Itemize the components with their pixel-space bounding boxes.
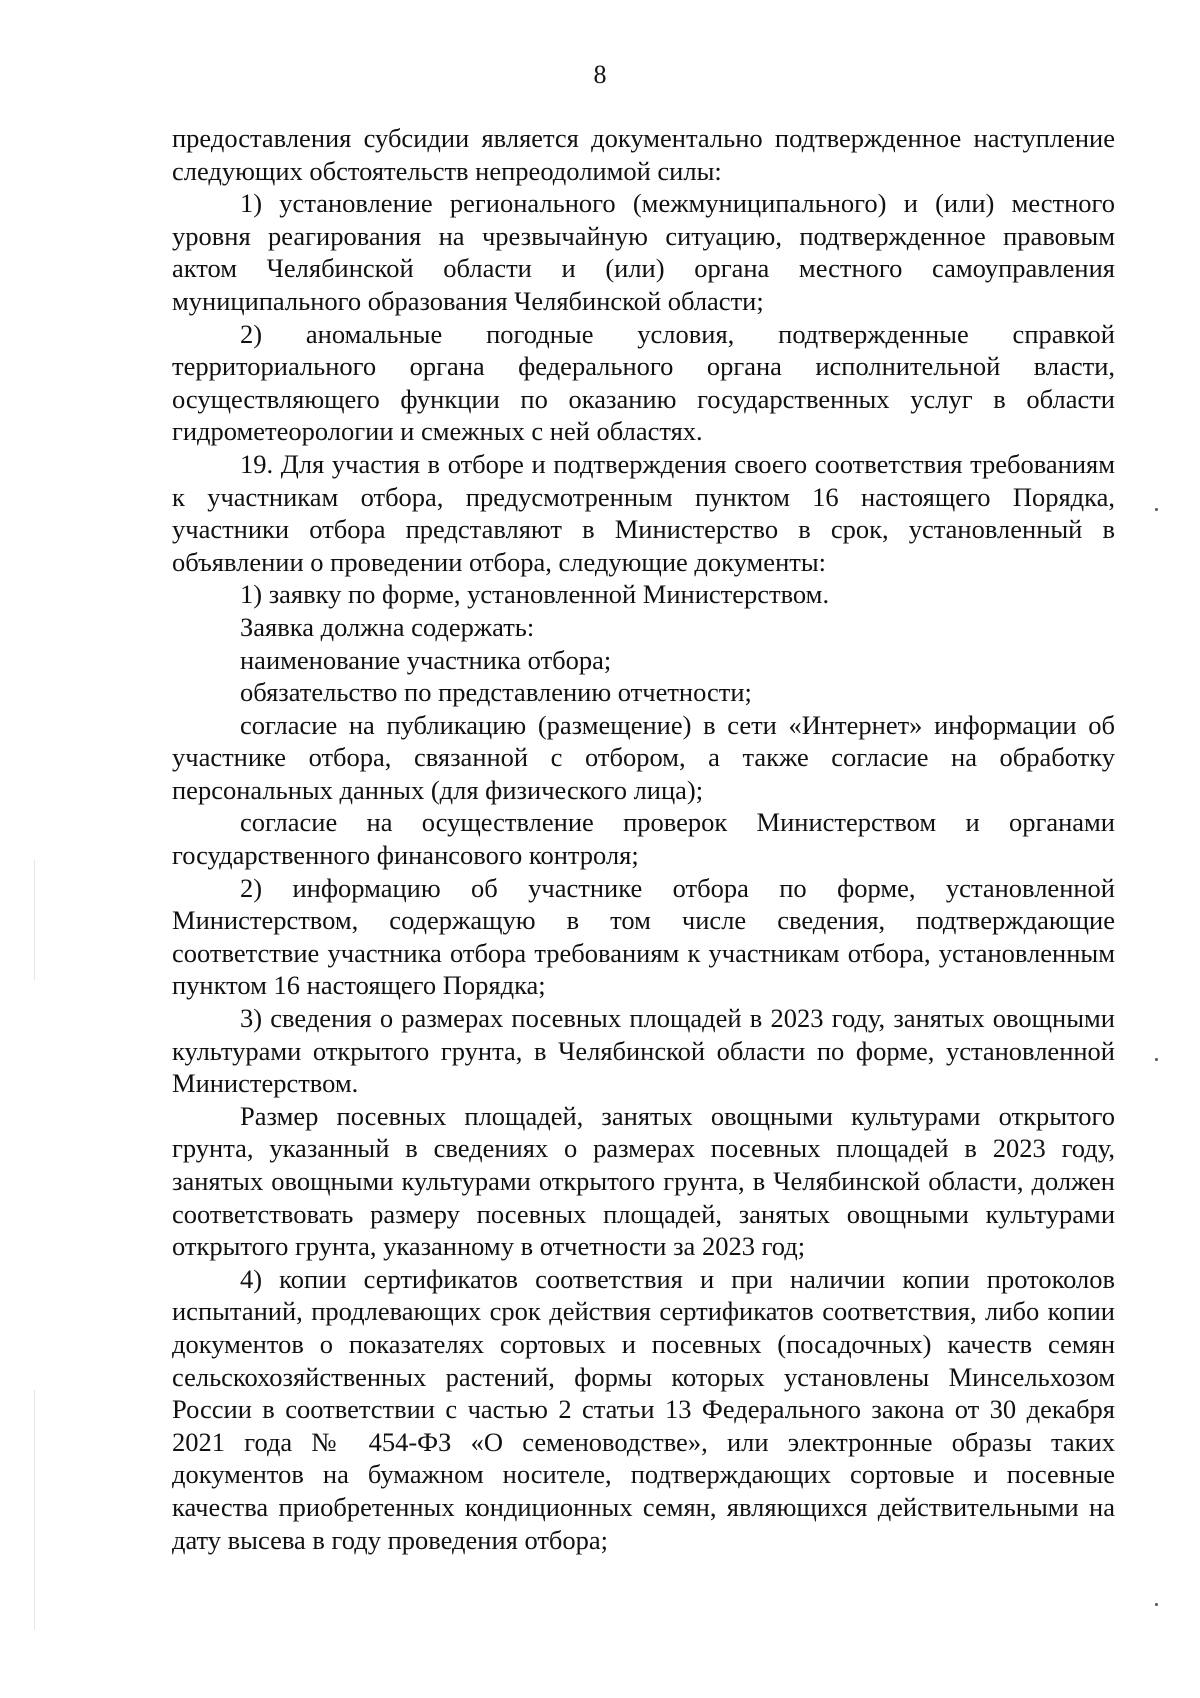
scan-speck xyxy=(1155,1058,1158,1061)
scan-edge-mark xyxy=(34,1390,35,1630)
scan-edge-mark xyxy=(34,860,35,980)
paragraph-participant-name: наименование участника отбора; xyxy=(240,644,612,675)
paragraph-inspection-consent: согласие на осуществление проверок Министерством и органами государственного финансового контроля; xyxy=(172,807,1115,871)
paragraph-clause-19: 19. Для участия в отборе и подтверждения своего соответствия требованиям к участникам отбора, предусмотренным пунктом 16 настоящего Порядка, участники отбора представляют в Министерство в срок, установленный в объявлении о проведении отбора, следующие документы: xyxy=(172,448,1115,577)
paragraph-continuation: предоставления субсидии является документально подтвержденное наступление следующих обстоятельств непреодолимой силы: xyxy=(172,123,1115,186)
scan-speck xyxy=(1155,508,1158,511)
document-body xyxy=(172,122,1115,1556)
paragraph-application-contents: Заявка должна содержать: xyxy=(240,611,535,642)
paragraph-reporting-obligation: обязательство по представлению отчетности; xyxy=(240,677,752,708)
paragraph-item-2-weather: 2) аномальные погодные условия, подтвержденные справкой территориального органа федерального органа исполнительной власти, осуществляющего функции по оказанию государственных услуг в области гидрометеорологии и смежных с ней областях. xyxy=(172,318,1115,447)
paragraph-acreage-size: Размер посевных площадей, занятых овощными культурами открытого грунта, указанный в сведениях о размерах посевных площадей в 2023 году, занятых овощными культурами открытого грунта, в Челябинской области, должен соответствовать размеру посевных площадей, занятых овощными культурами открытого грунта, указанному в отчетности за 2023 год; xyxy=(172,1100,1115,1262)
paragraph-item-2-information: 2) информацию об участнике отбора по форме, установленной Министерством, содержащую в том числе сведения, подтверждающие соответствие участника отбора требованиям к участникам отбора, установленным пунктом 16 настоящего Порядка; xyxy=(172,872,1115,1001)
scan-speck xyxy=(1155,1603,1158,1606)
page-number: 8 xyxy=(593,60,607,89)
paragraph-item-1-application: 1) заявку по форме, установленной Министерством. xyxy=(240,579,830,610)
paragraph-item-1-emergency: 1) установление регионального (межмуниципального) и (или) местного уровня реагирования на чрезвычайную ситуацию, подтвержденное правовым актом Челябинской области и (или) органа местного самоуправления муниципального образования Челябинской области; xyxy=(172,188,1115,316)
paragraph-item-3-acreage: 3) сведения о размерах посевных площадей в 2023 году, занятых овощными культурами открытого грунта, в Челябинской области по форме, установленной Министерством. xyxy=(172,1003,1115,1099)
paragraph-publication-consent: согласие на публикацию (размещение) в сети «Интернет» информации об участнике отбора, связанной с отбором, а также согласие на обработку персональных данных (для физического лица); xyxy=(172,709,1115,805)
paragraph-item-4-certificates: 4) копии сертификатов соответствия и при наличии копии протоколов испытаний, продлевающих срок действия сертификатов соответствия, либо копии документов о показателях сортовых и посевных (посадочных) качеств семян сельскохозяйственных растений, формы которых установлены Минсельхозом России в соответствии с частью 2 статьи 13 Федерального закона от 30 декабря 2021 года № 454-ФЗ «О семеноводстве», или электронные образы таких документов на бумажном носителе, подтверждающих сортовые и посевные качества приобретенных кондиционных семян, являющихся действительными на дату высева в году проведения отбора; xyxy=(172,1263,1115,1555)
